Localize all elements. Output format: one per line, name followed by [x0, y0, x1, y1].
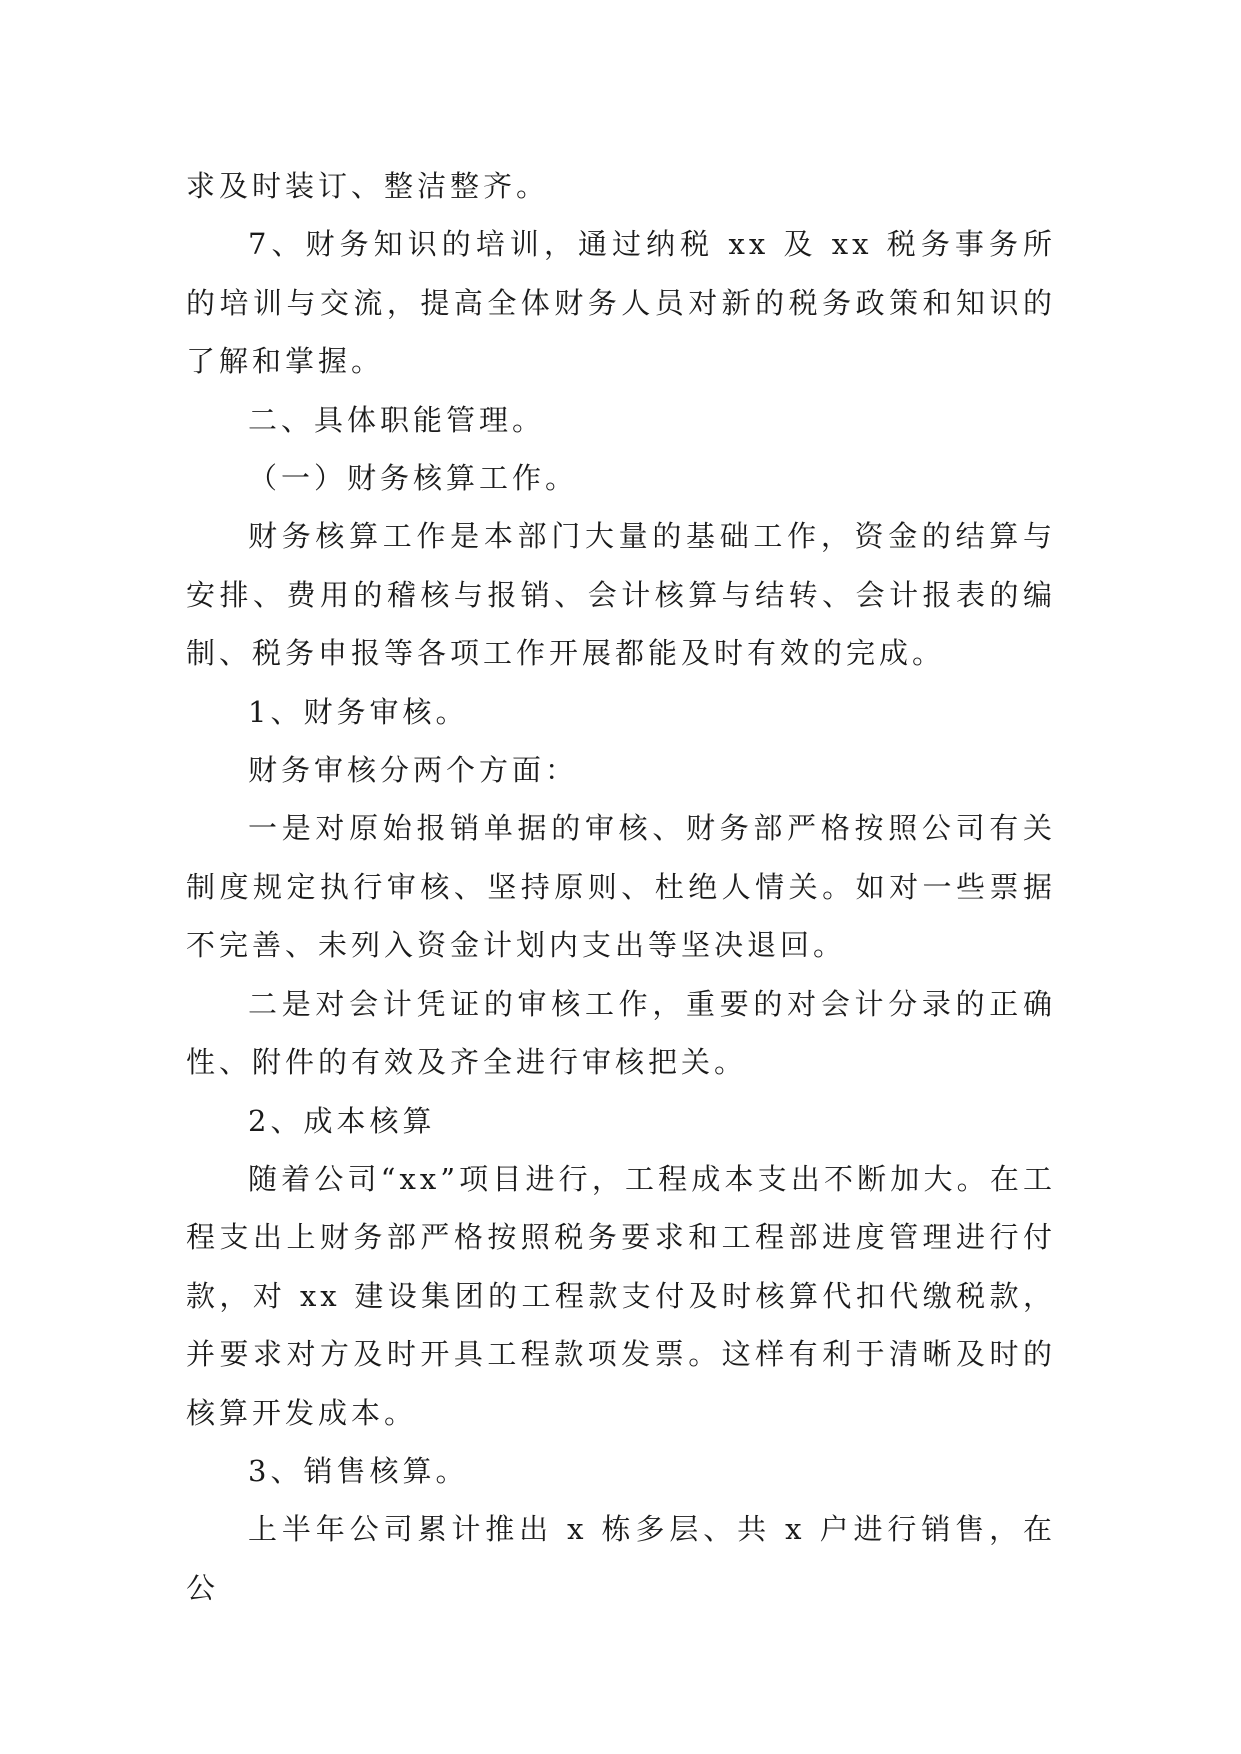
paragraph-accounting-work: 财务核算工作是本部门大量的基础工作，资金的结算与安排、费用的稽核与报销、会计核算与结转、会计报表的编制、税务申报等各项工作开展都能及时有效的完成。 — [186, 519, 1056, 671]
paragraph-cost-accounting: 随着公司“xx”项目进行，工程成本支出不断加大。在工程支出上财务部严格按照税务要求和工程部进度管理进行付款，对 xx 建设集团的工程款支付及时核算代扣代缴税款，并要求对方及时开具工程款项发票。这样有利于清晰及时的核算开发成本。 — [186, 1161, 1056, 1430]
paragraph-review-second: 二是对会计凭证的审核工作，重要的对会计分录的正确性、附件的有效及齐全进行审核把关。 — [186, 986, 1056, 1080]
paragraph-item-7-training: 7、财务知识的培训，通过纳税 xx 及 xx 税务事务所的培训与交流，提高全体财务人员对新的税务政策和知识的了解和掌握。 — [186, 227, 1056, 379]
document-body — [186, 157, 1056, 1617]
paragraph-review-first: 一是对原始报销单据的审核、财务部严格按照公司有关制度规定执行审核、坚持原则、杜绝人情关。如对一些票据不完善、未列入资金计划内支出等坚决退回。 — [186, 811, 1056, 963]
paragraph-review-aspects: 财务审核分两个方面： — [248, 753, 579, 788]
item-heading-financial-review: 1、财务审核。 — [248, 694, 469, 729]
paragraph-sales-accounting: 上半年公司累计推出 x 栋多层、共 x 户进行销售，在公 — [186, 1512, 1056, 1605]
subsection-heading-1: （一）财务核算工作。 — [248, 461, 579, 496]
section-heading-2: 二、具体职能管理。 — [248, 402, 546, 437]
paragraph-continuation: 求及时装订、整洁整齐。 — [186, 169, 550, 203]
item-heading-sales-accounting: 3、销售核算。 — [248, 1453, 469, 1488]
item-heading-cost-accounting: 2、成本核算 — [248, 1103, 436, 1138]
